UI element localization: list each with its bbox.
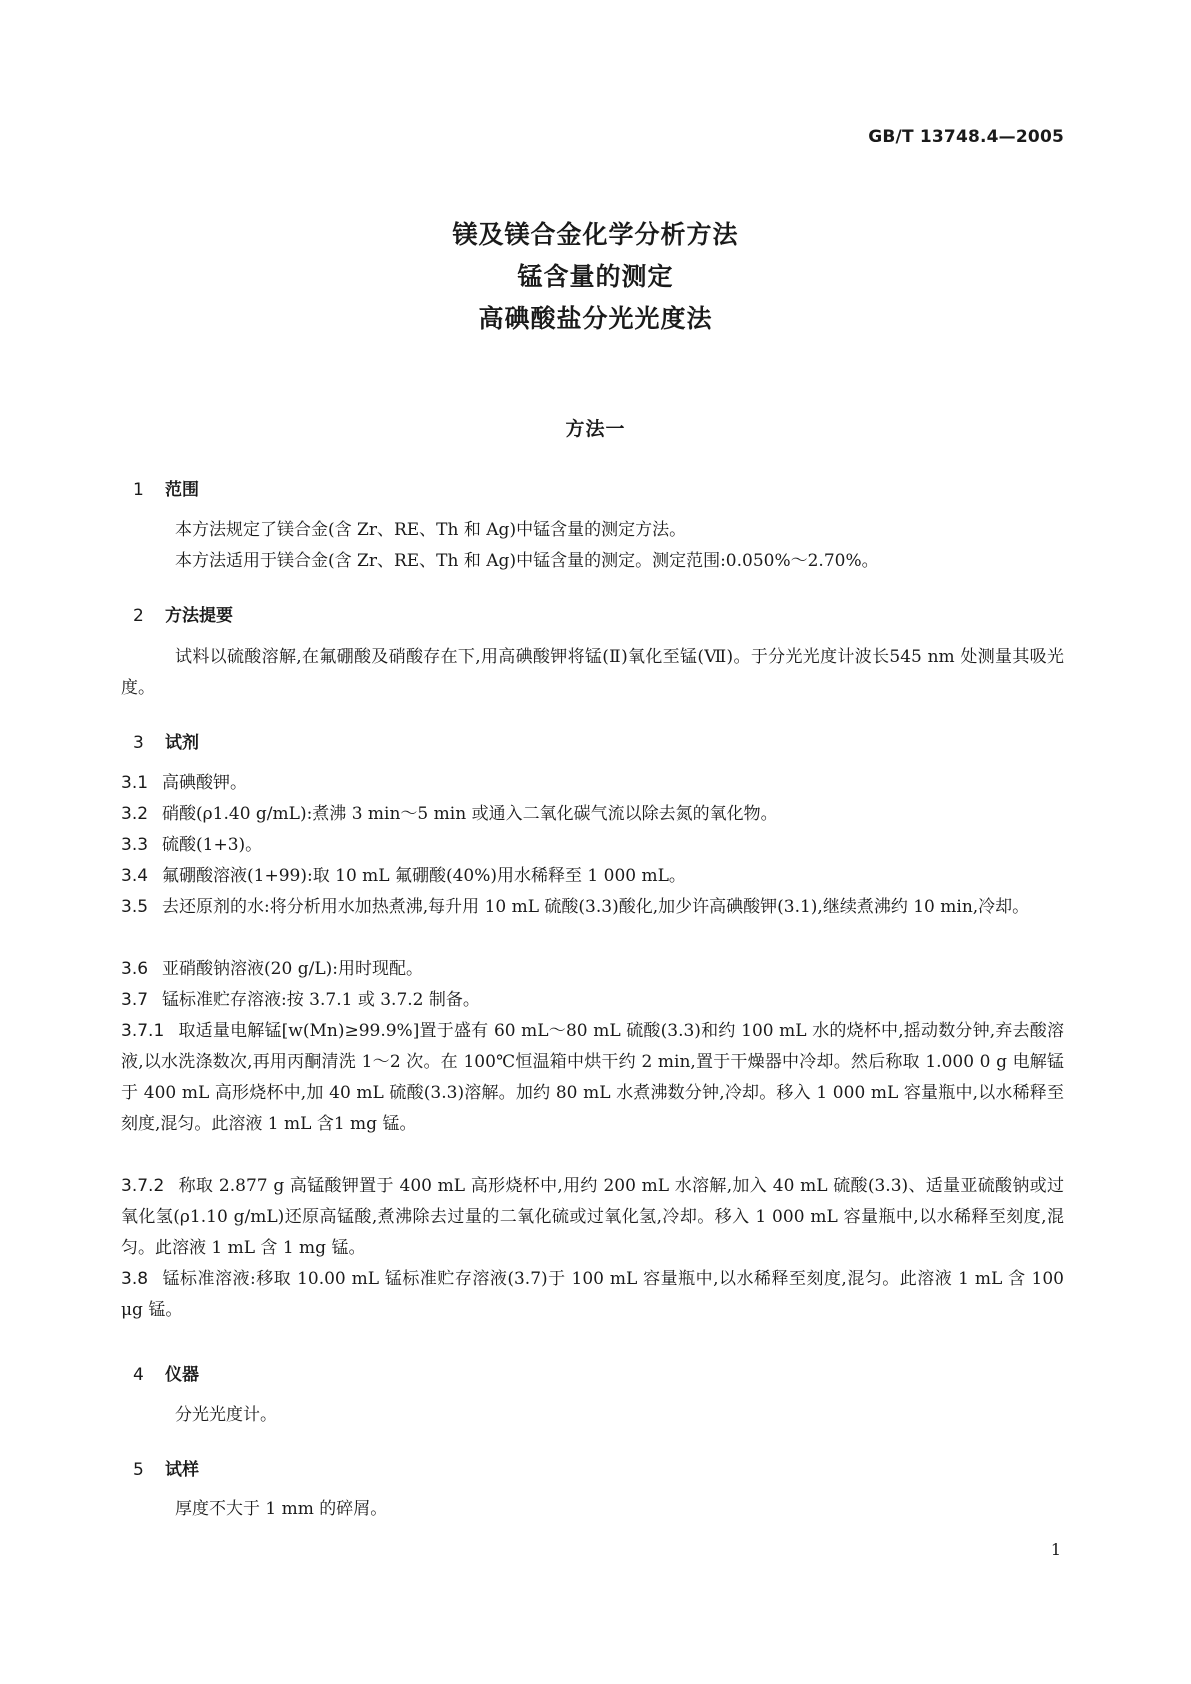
page-number: 1	[1050, 1540, 1061, 1559]
section-title: 试剂	[165, 733, 199, 753]
list-item: 3.7 锰标准贮存溶液:按 3.7.1 或 3.7.2 制备。	[121, 990, 480, 1010]
list-item: 3.1 高碘酸钾。	[121, 773, 248, 793]
standard-number: GB/T 13748.4—2005	[868, 127, 1064, 147]
paragraph: 厚度不大于 1 mm 的碎屑。	[175, 1499, 388, 1519]
paragraph: 本方法规定了镁合金(含 Zr、RE、Th 和 Ag)中锰含量的测定方法。	[175, 520, 687, 540]
title-line-3: 高碘酸盐分光光度法	[478, 304, 713, 333]
paragraph: 试料以硫酸溶解,在氟硼酸及硝酸存在下,用高碘酸钾将锰(Ⅱ)氧化至锰(Ⅶ)。于分光光度计波长545 nm 处测量其吸光度。	[121, 647, 1064, 698]
paragraph: 本方法适用于镁合金(含 Zr、RE、Th 和 Ag)中锰含量的测定。测定范围:0.050%～2.70%。	[175, 551, 879, 571]
section-title: 仪器	[165, 1365, 199, 1385]
title-line-1: 镁及镁合金化学分析方法	[452, 220, 739, 249]
section-title: 试样	[165, 1460, 199, 1480]
section-heading-1	[133, 475, 199, 500]
list-item: 3.5 去还原剂的水:将分析用水加热煮沸,每升用 10 mL 硫酸(3.3)酸化,加少许高碘酸钾(3.1),继续煮沸约 10 min,冷却。	[121, 897, 1030, 917]
title-line-2: 锰含量的测定	[517, 262, 674, 291]
section-heading-5	[133, 1455, 199, 1480]
list-item: 3.8 锰标准溶液:移取 10.00 mL 锰标准贮存溶液(3.7)于 100 mL 容量瓶中,以水稀释至刻度,混匀。此溶液 1 mL 含 100 μg 锰。	[121, 1269, 1064, 1320]
list-item: 3.2 硝酸(ρ1.40 g/mL):煮沸 3 min～5 min 或通入二氧化碳气流以除去氮的氧化物。	[121, 804, 778, 824]
section-heading-2	[133, 601, 233, 626]
list-item: 3.4 氟硼酸溶液(1+99):取 10 mL 氟硼酸(40%)用水稀释至 1 000 mL。	[121, 866, 686, 886]
section-number: 2	[133, 606, 144, 626]
section-number: 3	[133, 733, 144, 753]
list-item: 3.3 硫酸(1+3)。	[121, 835, 263, 855]
section-title: 方法提要	[165, 606, 233, 626]
paragraph: 分光光度计。	[175, 1405, 277, 1425]
method-title: 方法一	[565, 418, 626, 440]
list-item: 3.6 亚硝酸钠溶液(20 g/L):用时现配。	[121, 959, 423, 979]
section-number: 4	[133, 1365, 144, 1385]
section-title: 范围	[165, 480, 199, 500]
list-item: 3.7.2 称取 2.877 g 高锰酸钾置于 400 mL 高形烧杯中,用约 200 mL 水溶解,加入 40 mL 硫酸(3.3)、适量亚硫酸钠或过氧化氢(ρ1.10 g/mL)还原高锰酸,煮沸除去过量的二氧化硫或过氧化氢,冷却。移入 1 000 mL 容量瓶中,以水稀释至刻度,混匀。此溶液 1 mL 含 1 mg 锰。	[121, 1176, 1064, 1258]
section-number: 5	[133, 1460, 144, 1480]
list-item: 3.7.1 取适量电解锰[w(Mn)≥99.9%]置于盛有 60 mL～80 mL 硫酸(3.3)和约 100 mL 水的烧杯中,摇动数分钟,弃去酸溶液,以水洗涤数次,再用丙酮清洗 1～2 次。在 100℃恒温箱中烘干约 2 min,置于干燥器中冷却。然后称取 1.000 0 g 电解锰于 400 mL 高形烧杯中,加 40 mL 硫酸(3.3)溶解。加约 80 mL 水煮沸数分钟,冷却。移入 1 000 mL 容量瓶中,以水稀释至刻度,混匀。此溶液 1 mL 含1 mg 锰。	[121, 1021, 1064, 1134]
section-heading-4	[133, 1360, 199, 1385]
section-heading-3	[133, 728, 199, 753]
section-number: 1	[133, 480, 144, 500]
